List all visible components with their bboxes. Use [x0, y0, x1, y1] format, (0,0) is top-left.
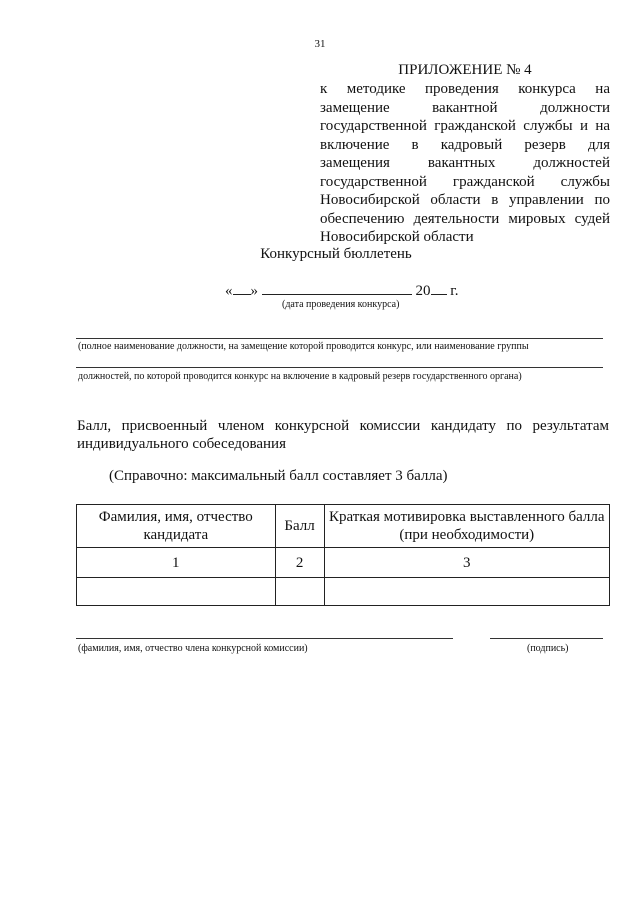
table-header-row	[77, 505, 610, 548]
score-line: Балл, присвоенный членом конкурсной комиссии кандидату по результатам	[77, 418, 609, 434]
year-blank[interactable]	[431, 294, 447, 295]
position-name-line-1[interactable]	[76, 338, 603, 339]
position-caption-2: должностей, по которой проводится конкурс на включение в кадровый резерв государственного органа)	[78, 371, 522, 382]
appendix-line: к методике проведения конкурса на	[320, 81, 610, 97]
table-row	[77, 578, 610, 606]
year-suffix: г.	[450, 283, 459, 299]
score-description	[77, 417, 609, 453]
header-motivation: Краткая мотивировка выставленного балла (при необходимости)	[324, 505, 609, 548]
header-score: Балл	[275, 505, 324, 548]
position-caption-1: (полное наименование должности, на замещение которой проводится конкурс, или наименование группы	[78, 341, 529, 352]
ballot-title: Конкурсный бюллетень	[260, 246, 412, 262]
position-name-line-2[interactable]	[76, 367, 603, 368]
year-prefix: 20	[415, 283, 431, 299]
appendix-line: замещение вакантной должности	[320, 99, 610, 116]
date-line	[225, 283, 458, 300]
column-number-2: 2	[275, 548, 324, 578]
day-blank[interactable]	[233, 294, 251, 295]
signature-caption: (подпись)	[527, 643, 569, 654]
page-number: 31	[314, 38, 326, 50]
appendix-line: государственной гражданской службы и на	[320, 118, 610, 134]
appendix-line: включение в кадровый резерв для	[320, 136, 610, 153]
month-blank[interactable]	[262, 294, 412, 295]
table-number-row	[77, 548, 610, 578]
day-close-quote: »	[250, 283, 258, 299]
column-number-1: 1	[77, 548, 276, 578]
appendix-title: ПРИЛОЖЕНИЕ № 4	[398, 62, 532, 78]
signature-line[interactable]	[490, 638, 603, 639]
column-number-3: 3	[324, 548, 609, 578]
member-name-caption: (фамилия, имя, отчество члена конкурсной комиссии)	[78, 643, 308, 654]
day-open-quote: «	[225, 283, 233, 299]
appendix-line: замещения вакантных должностей	[320, 155, 610, 171]
score-table	[76, 504, 610, 606]
appendix-line: обеспечению деятельности мировых судей	[320, 210, 610, 227]
member-name-line[interactable]	[76, 638, 453, 639]
motivation-cell[interactable]	[324, 578, 609, 606]
header-candidate: Фамилия, имя, отчество кандидата	[77, 505, 276, 548]
score-cell[interactable]	[275, 578, 324, 606]
appendix-text	[320, 80, 610, 247]
date-caption: (дата проведения конкурса)	[282, 299, 400, 310]
score-line: индивидуального собеседования	[77, 436, 286, 452]
reference-note: (Справочно: максимальный балл составляет 3 балла)	[109, 468, 448, 484]
candidate-cell[interactable]	[77, 578, 276, 606]
appendix-line: государственной гражданской службы	[320, 173, 610, 190]
appendix-line: Новосибирской области в управлении по	[320, 192, 610, 208]
appendix-line: Новосибирской области	[320, 229, 474, 245]
